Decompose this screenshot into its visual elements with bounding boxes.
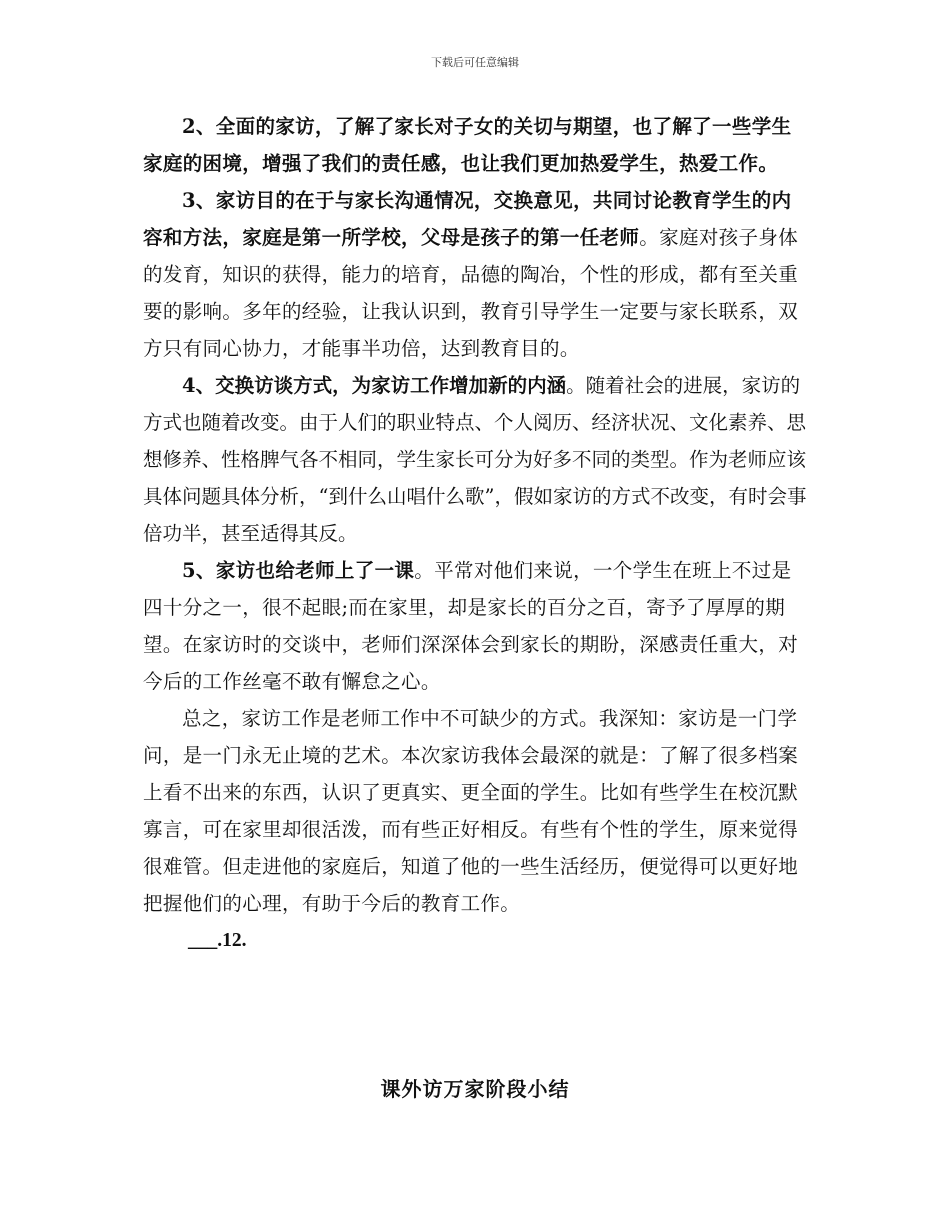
next-section-title: 课外访万家阶段小结 xyxy=(380,1077,570,1101)
paragraph-summary xyxy=(143,700,811,922)
paragraph-5 xyxy=(143,552,811,700)
paragraph-4-lead: 4、交换访谈方式，为家访工作增加新的内涵 xyxy=(182,374,567,397)
paragraph-2-lead: 2、全面的家访，了解了家长对子女的关切与期望，也了解了一些学生家庭的困境，增强了我们的责任感，也让我们更加热爱学生，热爱工作。 xyxy=(143,115,792,175)
paragraph-5-body: 。平常对他们来说，一个学生在班上不过是四十分之一，很不起眼;而在家里，却是家长的百分之百，寄予了厚厚的期望。在家访时的交谈中，老师们深深体会到家长的期盼，深感责任重大，对今后的工作丝毫不敢有懈怠之心。 xyxy=(143,559,799,693)
page-header: 下载后可任意编辑 xyxy=(431,56,519,69)
paragraph-2 xyxy=(143,108,811,182)
document-body xyxy=(143,108,811,959)
paragraph-4-body: 。随着社会的进展，家访的方式也随着改变。由于人们的职业特点、个人阅历、经济状况、文化素养、思想修养、性格脾气各不相同，学生家长可分为好多不同的类型。作为老师应该具体问题具体分析，“到什么山唱什么歌”，假如家访的方式不改变，有时会事倍功半，甚至适得其反。 xyxy=(143,374,807,545)
paragraph-summary-body: 总之，家访工作是老师工作中不可缺少的方式。我深知：家访是一门学问，是一门永无止境的艺术。本次家访我体会最深的就是：了解了很多档案上看不出来的东西，认识了更真实、更全面的学生。比如有些学生在校沉默寡言，可在家里却很活泼，而有些正好相反。有些有个性的学生，原来觉得很难管。但走进他的家庭后，知道了他的一些生活经历，便觉得可以更好地把握他们的心理，有助于今后的教育工作。 xyxy=(143,707,799,915)
date-signature: ___.12. xyxy=(188,930,247,951)
paragraph-3-body: 。家庭对孩子身体的发育，知识的获得，能力的培育，品德的陶冶，个性的形成，都有至关重要的影响。多年的经验，让我认识到，教育引导学生一定要与家长联系，双方只有同心协力，才能事半功倍，达到教育目的。 xyxy=(143,226,799,360)
paragraph-5-lead: 5、家访也给老师上了一课 xyxy=(182,559,415,582)
paragraph-4 xyxy=(143,367,811,552)
paragraph-3 xyxy=(143,182,811,367)
paragraph-3-lead: 3、家访目的在于与家长沟通情况，交换意见，共同讨论教育学生的内容和方法，家庭是第一所学校，父母是孩子的第一任老师 xyxy=(143,189,792,249)
